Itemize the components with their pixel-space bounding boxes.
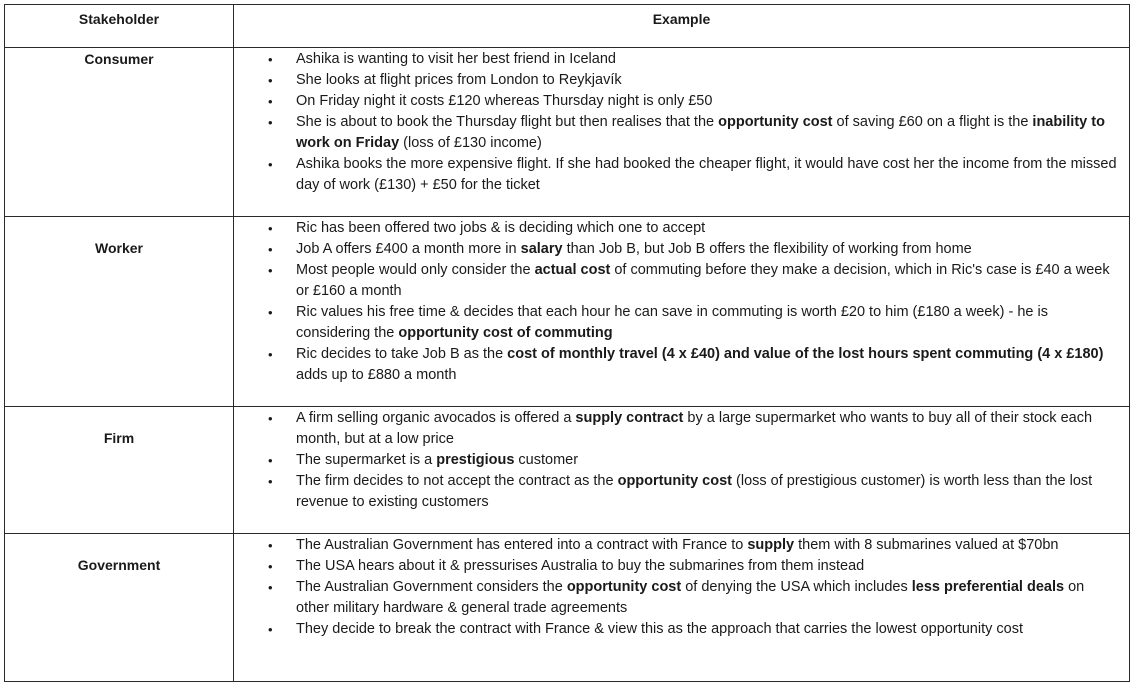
bold-term: cost of monthly travel (4 x £40) and value of the lost hours spent commuting (4 x £180): [507, 346, 1104, 362]
text-run: of commuting before they make a decision, which in Ric's case is £40 a week or £160 a month: [296, 262, 1110, 299]
text-run: adds up to £880 a month: [296, 367, 457, 383]
text-run: Ric has been offered two jobs & is deciding which one to accept: [296, 220, 706, 236]
text-run: Ashika books the more expensive flight. If she had booked the cheaper flight, it would have cost her the income from the missed day of work (£130) + £50 for the ticket: [296, 156, 1117, 193]
text-run: customer: [514, 452, 579, 468]
example-list: [234, 535, 1129, 640]
example-bullet: [234, 619, 1129, 640]
stakeholder-label: Firm: [103, 430, 135, 446]
bold-term: opportunity cost: [718, 114, 833, 130]
example-list: [234, 218, 1129, 386]
bold-term: inability to work on Friday: [296, 114, 1105, 151]
text-run: them with 8 submarines valued at $70bn: [794, 537, 1059, 553]
row-worker: [5, 217, 1130, 407]
text-run: The supermarket is a: [296, 452, 437, 468]
example-bullet: [234, 112, 1129, 154]
example-bullet: [234, 239, 1129, 260]
text-run: They decide to break the contract with France & view this as the approach that carries the lowest opportunity cost: [296, 621, 1023, 637]
bold-term: opportunity cost: [617, 473, 732, 489]
row-consumer: [5, 48, 1130, 217]
example-bullet: [234, 344, 1129, 386]
header-example: [234, 5, 1130, 48]
header-example-label: Example: [652, 11, 711, 27]
text-run: on other military hardware & general trade agreements: [296, 579, 1085, 616]
example-bullet: [234, 49, 1129, 70]
text-run: than Job B, but Job B offers the flexibility of working from home: [562, 241, 972, 257]
text-run: Ashika is wanting to visit her best friend in Iceland: [296, 51, 616, 67]
text-run: On Friday night it costs £120 whereas Thursday night is only £50: [296, 93, 713, 109]
example-list: [234, 408, 1129, 513]
bold-term: less preferential deals: [911, 579, 1065, 595]
text-run: The firm decides to not accept the contract as the: [296, 473, 618, 489]
example-bullet: [234, 70, 1129, 91]
example-bullet: [234, 408, 1129, 450]
row-government: [5, 534, 1130, 682]
stakeholder-cell: [5, 407, 234, 534]
example-bullet: [234, 302, 1129, 344]
text-run: The Australian Government has entered into a contract with France to: [296, 537, 748, 553]
bold-term: supply: [747, 537, 795, 553]
example-bullet: [234, 154, 1129, 196]
text-run: Ric decides to take Job B as the: [296, 346, 508, 362]
bold-term: supply contract: [575, 410, 684, 426]
text-run: of denying the USA which includes: [681, 579, 912, 595]
text-run: The USA hears about it & pressurises Australia to buy the submarines from them instead: [296, 558, 865, 574]
example-bullet: [234, 471, 1129, 513]
bold-term: opportunity cost of commuting: [398, 325, 613, 341]
example-bullet: [234, 577, 1129, 619]
stakeholder-cell: [5, 48, 234, 217]
bold-term: actual cost: [534, 262, 611, 278]
example-list: [234, 49, 1129, 196]
example-bullet: [234, 450, 1129, 471]
example-cell: [234, 48, 1130, 217]
header-row: [5, 5, 1130, 48]
text-run: by a large supermarket who wants to buy all of their stock each month, but at a low price: [296, 410, 1093, 447]
example-cell: [234, 217, 1130, 407]
row-firm: [5, 407, 1130, 534]
stakeholder-cell: [5, 534, 234, 682]
text-run: of saving £60 on a flight is the: [832, 114, 1033, 130]
text-run: The Australian Government considers the: [296, 579, 567, 595]
example-cell: [234, 407, 1130, 534]
stakeholder-label: Worker: [95, 240, 143, 256]
text-run: A firm selling organic avocados is offered a: [296, 410, 576, 426]
stakeholder-table: [4, 4, 1130, 682]
example-cell: [234, 534, 1130, 682]
text-run: She looks at flight prices from London to Reykjavík: [296, 72, 622, 88]
header-stakeholder: [5, 5, 234, 48]
stakeholder-label: Government: [77, 557, 161, 573]
example-bullet: [234, 218, 1129, 239]
text-run: Job A offers £400 a month more in: [296, 241, 521, 257]
stakeholder-label: Consumer: [84, 51, 154, 67]
stakeholder-cell: [5, 217, 234, 407]
text-run: She is about to book the Thursday flight but then realises that the: [296, 114, 719, 130]
text-run: Most people would only consider the: [296, 262, 535, 278]
example-bullet: [234, 91, 1129, 112]
text-run: (loss of prestigious customer) is worth less than the lost revenue to existing customers: [296, 473, 1093, 510]
example-bullet: [234, 556, 1129, 577]
text-run: Ric values his free time & decides that each hour he can save in commuting is worth £20 to him (£180 a week) - he is considering the: [296, 304, 1048, 341]
example-bullet: [234, 260, 1129, 302]
bold-term: prestigious: [436, 452, 515, 468]
bold-term: salary: [520, 241, 563, 257]
bold-term: opportunity cost: [566, 579, 682, 595]
header-stakeholder-label: Stakeholder: [78, 11, 160, 27]
example-bullet: [234, 535, 1129, 556]
text-run: (loss of £130 income): [399, 135, 542, 151]
